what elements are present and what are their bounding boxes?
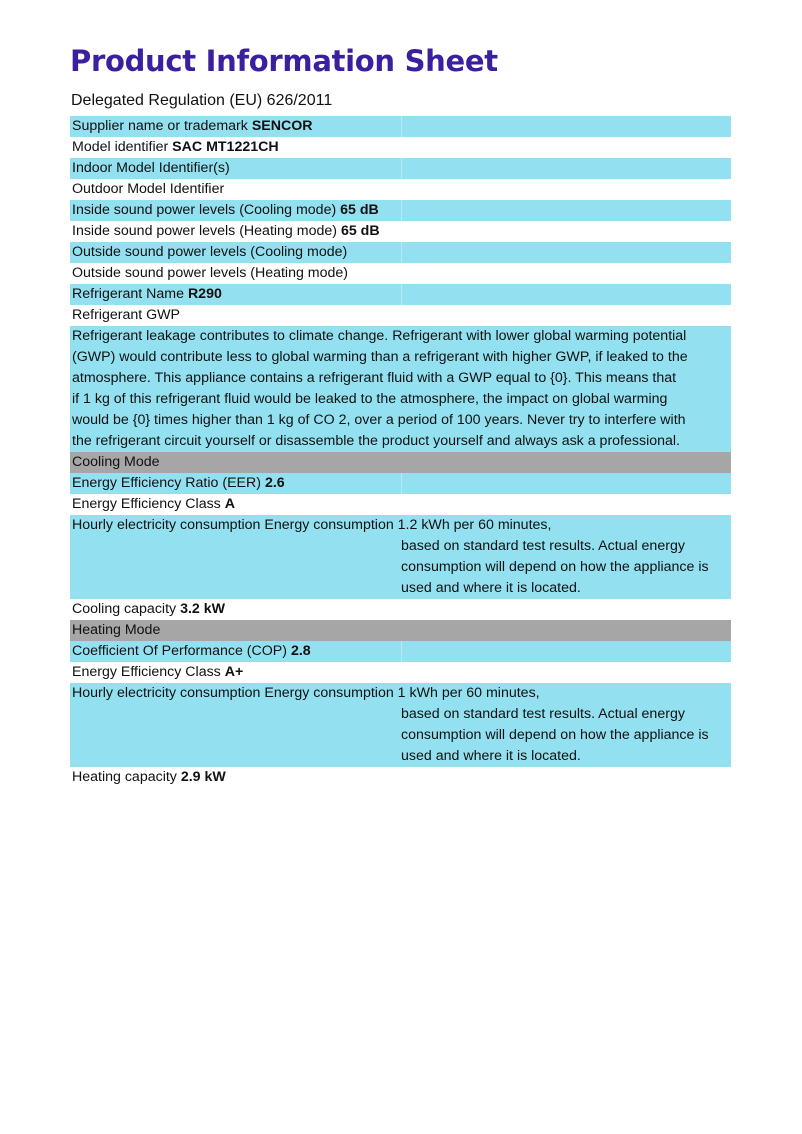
outside-sound-cooling-row bbox=[70, 242, 731, 263]
outdoor-model-row bbox=[70, 179, 731, 200]
cooling-consumption-note: used and where it is located. bbox=[401, 580, 581, 596]
inside-sound-cooling-value: 65 dB bbox=[340, 202, 379, 218]
heating-capacity-row bbox=[70, 767, 731, 788]
model-row bbox=[70, 137, 731, 158]
cooling-class-value: A bbox=[224, 496, 235, 512]
heating-consumption-note: consumption will depend on how the appliance is bbox=[401, 727, 709, 743]
cooling-capacity-value: 3.2 kW bbox=[180, 601, 226, 617]
notice-line: atmosphere. This appliance contains a refrigerant fluid with a GWP equal to {0}. This means that bbox=[72, 370, 677, 386]
notice-line: would be {0} times higher than 1 kg of CO 2, over a period of 100 years. Never try to interfere with bbox=[72, 412, 686, 428]
refrigerant-name-value: R290 bbox=[187, 286, 222, 302]
indoor-model-label: Indoor Model Identifier(s) bbox=[72, 160, 230, 176]
cooling-consumption-note: consumption will depend on how the appliance is bbox=[401, 559, 709, 575]
cop-label: Coefficient Of Performance (COP) bbox=[72, 643, 287, 659]
heating-capacity-value: 2.9 kW bbox=[180, 769, 226, 785]
inside-sound-heating-value: 65 dB bbox=[340, 223, 380, 239]
cooling-consumption-note: based on standard test results. Actual energy bbox=[401, 538, 685, 554]
cooling-section-title: Cooling Mode bbox=[72, 454, 160, 470]
eer-value: 2.6 bbox=[264, 475, 285, 491]
heating-class-row bbox=[70, 662, 731, 683]
info-table bbox=[70, 116, 731, 788]
supplier-row bbox=[70, 116, 731, 137]
cooling-consumption-label: Hourly electricity consumption Energy consumption 1.2 kWh per 60 minutes, bbox=[72, 517, 552, 533]
outdoor-model-label: Outdoor Model Identifier bbox=[72, 181, 225, 197]
refrigerant-gwp-row bbox=[70, 305, 731, 326]
refrigerant-notice bbox=[70, 326, 731, 452]
refrigerant-gwp-label: Refrigerant GWP bbox=[72, 307, 181, 323]
notice-line: the refrigerant circuit yourself or disassemble the product yourself and always ask a professional. bbox=[72, 433, 680, 449]
inside-sound-heating-row bbox=[70, 221, 731, 242]
page-title: Product Information Sheet bbox=[70, 44, 498, 78]
heating-section-title: Heating Mode bbox=[72, 622, 161, 638]
cooling-capacity-label: Cooling capacity bbox=[72, 601, 177, 617]
model-value: SAC MT1221CH bbox=[172, 139, 279, 155]
heating-capacity-label: Heating capacity bbox=[72, 769, 177, 785]
heating-consumption-note: used and where it is located. bbox=[401, 748, 581, 764]
outside-sound-cooling-label: Outside sound power levels (Cooling mode) bbox=[72, 244, 348, 260]
cooling-capacity-row bbox=[70, 599, 731, 620]
inside-sound-cooling-row bbox=[70, 200, 731, 221]
eer-label: Energy Efficiency Ratio (EER) bbox=[72, 475, 261, 491]
cop-row bbox=[70, 641, 731, 662]
cooling-consumption-block bbox=[70, 515, 731, 599]
supplier-label: Supplier name or trademark bbox=[72, 118, 248, 134]
cop-value: 2.8 bbox=[290, 643, 311, 659]
cooling-class-row bbox=[70, 494, 731, 515]
model-label: Model identifier bbox=[72, 139, 169, 155]
notice-line: Refrigerant leakage contributes to climate change. Refrigerant with lower global warming potential bbox=[72, 328, 687, 344]
refrigerant-name-label: Refrigerant Name bbox=[72, 286, 184, 302]
notice-line: (GWP) would contribute less to global warming than a refrigerant with higher GWP, if leaked to the bbox=[72, 349, 688, 365]
indoor-model-row bbox=[70, 158, 731, 179]
heating-consumption-label: Hourly electricity consumption Energy consumption 1 kWh per 60 minutes, bbox=[72, 685, 540, 701]
outside-sound-heating-row bbox=[70, 263, 731, 284]
inside-sound-heating-label: Inside sound power levels (Heating mode) bbox=[72, 223, 337, 239]
notice-line: if 1 kg of this refrigerant fluid would be leaked to the atmosphere, the impact on global warming bbox=[72, 391, 668, 407]
heating-class-value: A+ bbox=[224, 664, 244, 680]
eer-row bbox=[70, 473, 731, 494]
heating-consumption-block bbox=[70, 683, 731, 767]
refrigerant-name-row bbox=[70, 284, 731, 305]
cooling-section-header bbox=[70, 452, 731, 473]
supplier-value: SENCOR bbox=[251, 118, 313, 134]
cooling-class-label: Energy Efficiency Class bbox=[72, 496, 221, 512]
outside-sound-heating-label: Outside sound power levels (Heating mode) bbox=[72, 265, 349, 281]
inside-sound-cooling-label: Inside sound power levels (Cooling mode) bbox=[72, 202, 337, 218]
regulation-subtitle: Delegated Regulation (EU) 626/2011 bbox=[71, 92, 333, 109]
heating-class-label: Energy Efficiency Class bbox=[72, 664, 221, 680]
heating-consumption-note: based on standard test results. Actual energy bbox=[401, 706, 685, 722]
heating-section-header bbox=[70, 620, 731, 641]
